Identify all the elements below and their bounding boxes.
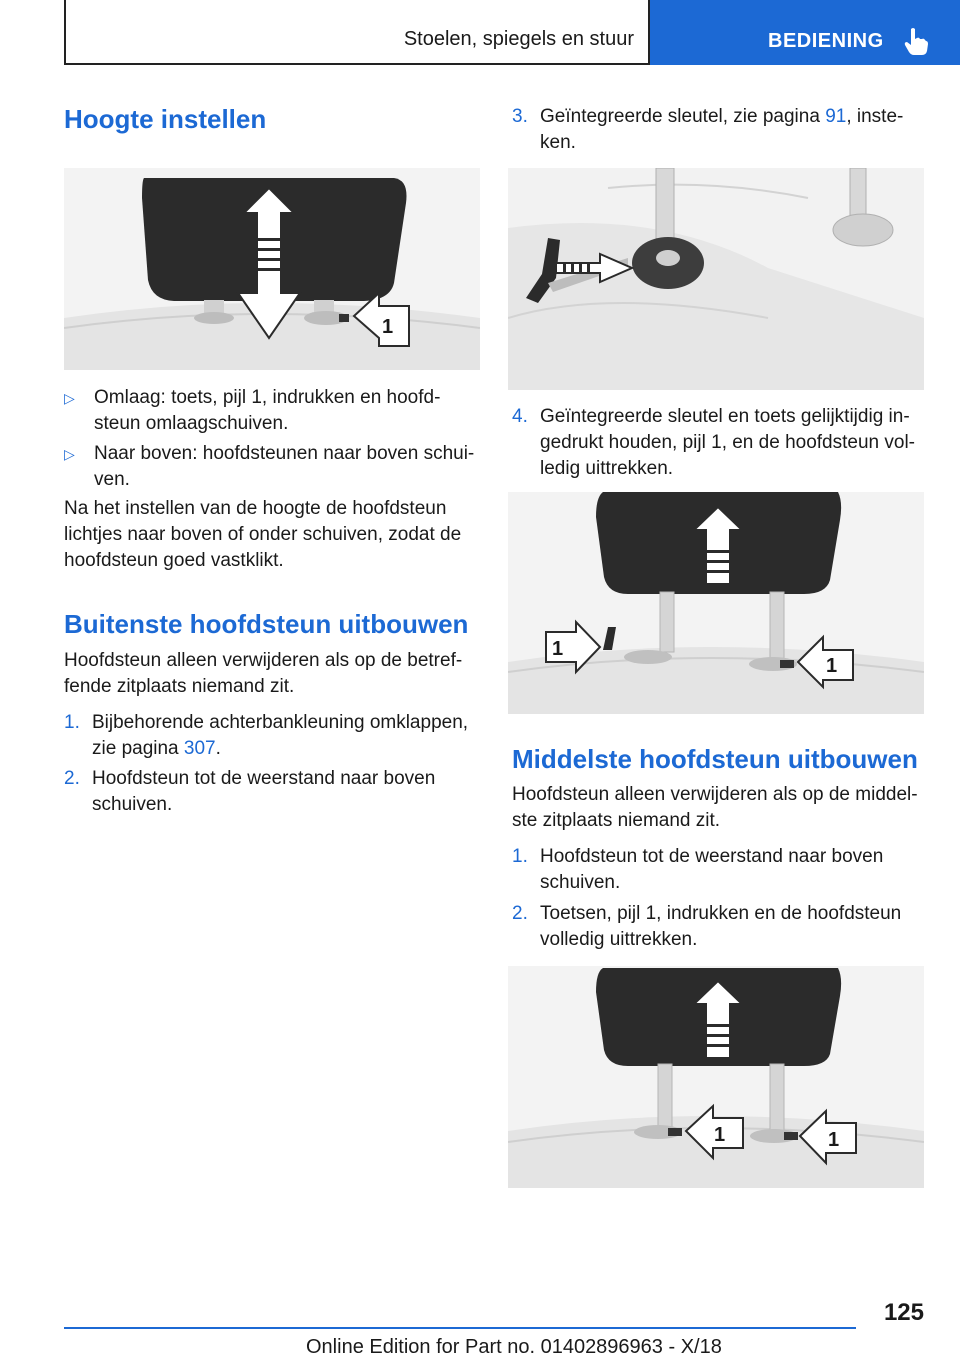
page-number: 125 xyxy=(883,1299,924,1326)
outer-headrest-illustration xyxy=(508,492,924,714)
page-link-307[interactable]: 307 xyxy=(183,738,216,759)
section-tab xyxy=(650,0,960,65)
step-item: 1. Hoofdsteun tot de weerstand naar boven schuiven. xyxy=(512,846,884,893)
bullet-text: Omlaag: toets, pijl 1, indrukken en hoofd- xyxy=(94,387,441,408)
chapter-title: Stoelen, spiegels en stuur xyxy=(403,28,634,50)
figure-integrated-key xyxy=(508,168,924,390)
footer-edition: Online Edition for Part no. 01402896963 - X/18 xyxy=(306,1336,722,1358)
callout-1: 1 xyxy=(714,1124,726,1146)
bullet-item xyxy=(64,441,480,493)
integrated-key-illustration xyxy=(508,168,924,390)
step-number: 1. xyxy=(512,846,528,867)
step-item: 2. Hoofdsteun tot de weerstand naar boven schuiven. xyxy=(64,768,436,815)
step-number: 1. xyxy=(64,712,80,733)
paragraph: Hoofdsteun alleen verwijderen als op de betref- fende zitplaats niemand zit. xyxy=(64,650,463,697)
step-item: 1. Bijbehorende achterbankleuning omklappen, zie pagina 307. xyxy=(64,712,469,759)
step-item: 3. Geïntegreerde sleutel, zie pagina 91, inste- ken. xyxy=(512,106,904,153)
section-label: BEDIENING xyxy=(768,30,884,52)
headrest-height-illustration xyxy=(64,168,480,370)
step-item: 2. Toetsen, pijl 1, indrukken en de hoofdsteun volledig uittrekken. xyxy=(512,903,902,950)
page-link-91[interactable]: 91 xyxy=(825,106,847,127)
triangle-bullet-icon: ▷ xyxy=(64,390,75,406)
step-number: 2. xyxy=(64,768,80,789)
callout-1: 1 xyxy=(828,1129,840,1151)
footer-divider xyxy=(64,1327,856,1329)
figure-outer-headrest-removal xyxy=(508,492,924,714)
step-item: 4. Geïntegreerde sleutel en toets gelijktijdig in- gedrukt houden, pijl 1, en de hoofdsteun vol- ledig uittrekken. xyxy=(512,406,915,479)
triangle-bullet-icon: ▷ xyxy=(64,446,75,462)
step-number: 2. xyxy=(512,903,528,924)
figure-middle-headrest-removal xyxy=(508,966,924,1188)
figure-headrest-height xyxy=(64,168,480,370)
paragraph: Na het instellen van de hoogte de hoofdsteun lichtjes naar boven of onder schuiven, zodat de hoofdsteun goed vastklikt. xyxy=(64,498,462,571)
bullet-text: steun omlaagschuiven. xyxy=(94,413,289,434)
callout-1: 1 xyxy=(382,316,394,338)
paragraph: Hoofdsteun alleen verwijderen als op de middel- ste zitplaats niemand zit. xyxy=(512,784,918,831)
chapter-header xyxy=(64,0,650,65)
bullet-text: ven. xyxy=(94,469,130,490)
hand-pointer-icon xyxy=(902,26,930,56)
step-number: 4. xyxy=(512,406,528,427)
heading-hoogte-instellen: Hoogte instellen xyxy=(64,104,267,134)
bullet-item xyxy=(64,385,480,437)
callout-1: 1 xyxy=(552,638,564,660)
step-number: 3. xyxy=(512,106,528,127)
heading-buitenste-hoofdsteun: Buitenste hoofdsteun uitbouwen xyxy=(64,609,469,639)
middle-headrest-illustration xyxy=(508,966,924,1188)
heading-middelste-hoofdsteun: Middelste hoofdsteun uitbouwen xyxy=(512,744,918,774)
callout-1: 1 xyxy=(826,655,838,677)
page-header xyxy=(64,0,960,65)
bullet-text: Naar boven: hoofdsteunen naar boven schui- xyxy=(94,443,475,464)
